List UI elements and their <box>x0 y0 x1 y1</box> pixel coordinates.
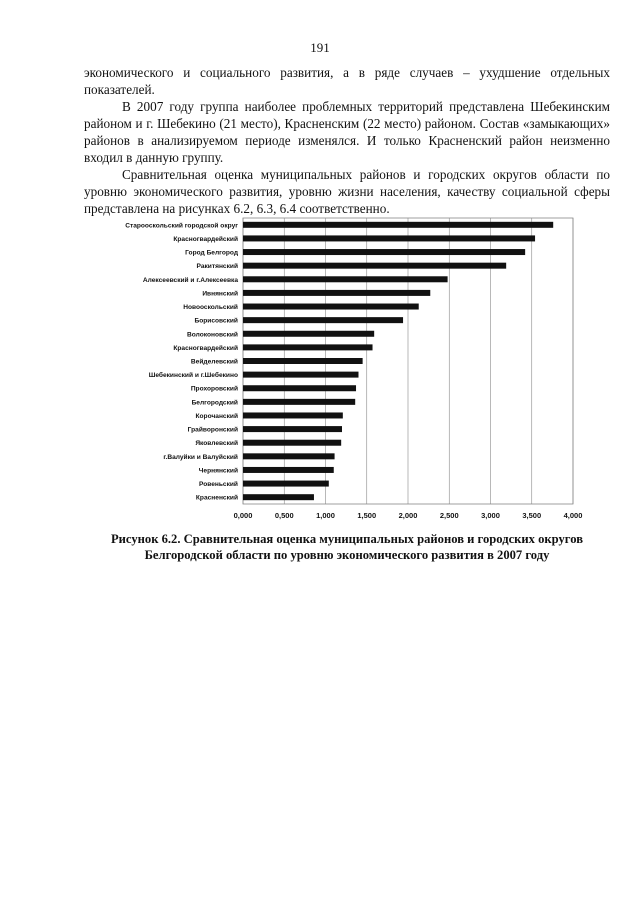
category-label: Прохоровский <box>190 385 238 393</box>
category-label: г.Валуйки и Валуйский <box>163 453 238 461</box>
bar-chart-svg <box>100 214 590 530</box>
paragraph-1: экономического и социального развития, а в ряде случаев – ухудшение отдельных показателей. <box>84 65 610 97</box>
bar <box>243 331 374 337</box>
category-label: Красногвардейский <box>173 235 238 243</box>
bar <box>243 412 343 418</box>
x-tick-label: 1,500 <box>357 511 377 520</box>
category-label: Вейделевский <box>190 358 238 366</box>
bar <box>243 440 341 446</box>
paragraph-3: Сравнительная оценка муниципальных районов и городских округов области по уровню экономического развития, уровню жизни населения, качеству социальной сферы представлена на рисунках 6.2, 6.3, 6.4 соответственно. <box>84 167 610 216</box>
x-tick-label: 3,000 <box>481 511 500 520</box>
category-label: Старооскольский городской округ <box>125 222 238 230</box>
category-label: Грайворонский <box>187 426 238 434</box>
bar <box>243 426 342 432</box>
bar <box>243 317 403 323</box>
page-number: 191 <box>310 40 330 55</box>
bar <box>243 453 335 459</box>
category-label: Новооскольский <box>183 304 238 312</box>
x-tick-label: 0,000 <box>233 511 253 520</box>
bar <box>243 481 329 487</box>
category-label: Белгородский <box>191 399 238 407</box>
x-tick-label: 1,000 <box>316 511 335 520</box>
bar <box>243 358 363 364</box>
bar <box>243 494 314 500</box>
bar <box>243 372 359 378</box>
bar <box>243 276 448 282</box>
category-label: Корочанский <box>195 412 238 420</box>
figure-caption <box>84 531 610 563</box>
bar <box>243 235 535 241</box>
category-label: Борисовский <box>194 317 238 325</box>
body-text <box>84 64 610 217</box>
bar <box>243 222 553 228</box>
bar <box>243 290 430 296</box>
x-tick-label: 0,500 <box>274 511 294 520</box>
bar <box>243 304 419 310</box>
caption-line-2: Белгородской области по уровню экономического развития в 2007 году <box>144 548 550 562</box>
category-label: Волоконовский <box>187 331 238 339</box>
x-tick-label: 4,000 <box>563 511 583 520</box>
category-label: Ракитянский <box>196 263 238 271</box>
category-label: Красненский <box>195 494 238 502</box>
bar <box>243 344 373 350</box>
category-label: Чернянский <box>198 467 238 475</box>
category-label: Красногвардейский <box>173 344 238 352</box>
bar-chart <box>100 214 590 530</box>
caption-line-1: Рисунок 6.2. Сравнительная оценка муниципальных районов и городских округов <box>110 532 583 546</box>
category-label: Ивнянский <box>202 290 238 298</box>
x-tick-label: 3,500 <box>522 511 542 520</box>
x-tick-label: 2,000 <box>398 511 418 520</box>
x-tick-label: 2,500 <box>439 511 459 520</box>
bar <box>243 385 356 391</box>
category-label: Алексеевский и г.Алексеевка <box>142 276 238 284</box>
category-label: Город Белгород <box>185 249 238 257</box>
bar <box>243 467 334 473</box>
paragraph-2: В 2007 году группа наиболее проблемных территорий представлена Шебекинским районом и г. Шебекино (21 место), Красненским (22 место) районом. Состав «замыкающих» районов в анализируемом периоде изменялся. И только Красненский район неизменно входил в данную группу. <box>84 99 610 165</box>
bar <box>243 263 506 269</box>
category-label: Ровеньский <box>198 481 238 489</box>
bar <box>243 249 525 255</box>
bar <box>243 399 355 405</box>
category-label: Шебекинский и г.Шебекино <box>148 372 238 380</box>
category-label: Яковлевский <box>195 440 238 448</box>
